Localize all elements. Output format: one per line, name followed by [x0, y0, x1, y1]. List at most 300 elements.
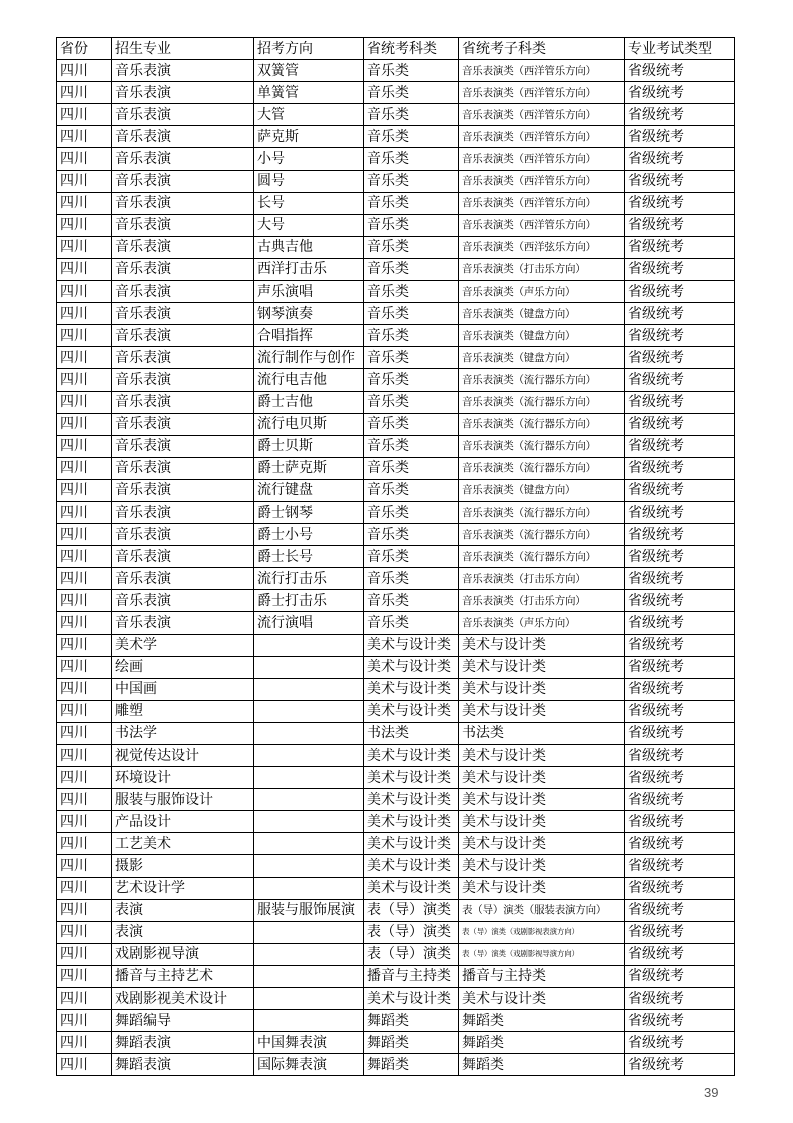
- cell-province: 四川: [57, 325, 112, 347]
- cell-subcategory: 美术与设计类: [459, 634, 625, 656]
- cell-exam-type: 省级统考: [625, 258, 735, 280]
- table-row: [57, 524, 735, 546]
- cell-major: 音乐表演: [112, 236, 254, 258]
- cell-exam-type: 省级统考: [625, 700, 735, 722]
- cell-direction: [254, 656, 364, 678]
- cell-major: 音乐表演: [112, 60, 254, 82]
- cell-subcategory: 美术与设计类: [459, 855, 625, 877]
- cell-major: 播音与主持艺术: [112, 965, 254, 987]
- cell-direction: 爵士吉他: [254, 391, 364, 413]
- table-row: [57, 965, 735, 987]
- cell-exam-type: 省级统考: [625, 590, 735, 612]
- cell-category: 美术与设计类: [364, 767, 459, 789]
- table-row: [57, 192, 735, 214]
- cell-province: 四川: [57, 170, 112, 192]
- table-row: [57, 568, 735, 590]
- cell-category: 音乐类: [364, 325, 459, 347]
- cell-major: 音乐表演: [112, 369, 254, 391]
- cell-exam-type: 省级统考: [625, 148, 735, 170]
- cell-subcategory: 音乐表演类（键盘方向）: [459, 325, 625, 347]
- cell-direction: 流行演唱: [254, 612, 364, 634]
- cell-exam-type: 省级统考: [625, 1032, 735, 1054]
- cell-major: 摄影: [112, 855, 254, 877]
- cell-province: 四川: [57, 921, 112, 943]
- cell-exam-type: 省级统考: [625, 391, 735, 413]
- cell-subcategory: 音乐表演类（流行器乐方向）: [459, 501, 625, 523]
- table-row: [57, 148, 735, 170]
- cell-exam-type: 省级统考: [625, 524, 735, 546]
- cell-category: 美术与设计类: [364, 833, 459, 855]
- cell-direction: [254, 1010, 364, 1032]
- admissions-table: [56, 37, 735, 1076]
- cell-exam-type: 省级统考: [625, 988, 735, 1010]
- cell-province: 四川: [57, 126, 112, 148]
- cell-major: 音乐表演: [112, 214, 254, 236]
- table-row: [57, 590, 735, 612]
- cell-province: 四川: [57, 413, 112, 435]
- cell-direction: 国际舞表演: [254, 1054, 364, 1076]
- cell-direction: 爵士萨克斯: [254, 457, 364, 479]
- cell-province: 四川: [57, 192, 112, 214]
- cell-exam-type: 省级统考: [625, 1010, 735, 1032]
- cell-category: 音乐类: [364, 391, 459, 413]
- cell-exam-type: 省级统考: [625, 612, 735, 634]
- cell-direction: [254, 943, 364, 965]
- page-number: 39: [704, 1085, 719, 1100]
- cell-direction: 流行键盘: [254, 479, 364, 501]
- cell-category: 音乐类: [364, 214, 459, 236]
- cell-exam-type: 省级统考: [625, 104, 735, 126]
- table-row: [57, 833, 735, 855]
- cell-exam-type: 省级统考: [625, 811, 735, 833]
- cell-category: 音乐类: [364, 126, 459, 148]
- cell-province: 四川: [57, 1054, 112, 1076]
- table-row: [57, 258, 735, 280]
- table-row: [57, 767, 735, 789]
- cell-exam-type: 省级统考: [625, 899, 735, 921]
- cell-subcategory: 舞蹈类: [459, 1032, 625, 1054]
- cell-direction: 古典吉他: [254, 236, 364, 258]
- cell-category: 美术与设计类: [364, 745, 459, 767]
- cell-exam-type: 省级统考: [625, 369, 735, 391]
- cell-province: 四川: [57, 656, 112, 678]
- cell-direction: [254, 722, 364, 744]
- table-row: [57, 899, 735, 921]
- cell-subcategory: 表（导）演类（戏剧影视导演方向）: [459, 943, 625, 965]
- table-row: [57, 1010, 735, 1032]
- cell-category: 音乐类: [364, 258, 459, 280]
- cell-exam-type: 省级统考: [625, 281, 735, 303]
- cell-major: 表演: [112, 921, 254, 943]
- cell-direction: 双簧管: [254, 60, 364, 82]
- cell-subcategory: 美术与设计类: [459, 833, 625, 855]
- table-row: [57, 236, 735, 258]
- cell-direction: [254, 789, 364, 811]
- table-row: [57, 921, 735, 943]
- cell-province: 四川: [57, 258, 112, 280]
- cell-exam-type: 省级统考: [625, 789, 735, 811]
- cell-subcategory: 音乐表演类（流行器乐方向）: [459, 391, 625, 413]
- table-row: [57, 745, 735, 767]
- table-body: [57, 60, 735, 1076]
- cell-category: 音乐类: [364, 192, 459, 214]
- table-row: [57, 281, 735, 303]
- cell-category: 播音与主持类: [364, 965, 459, 987]
- cell-category: 美术与设计类: [364, 789, 459, 811]
- cell-province: 四川: [57, 789, 112, 811]
- table-row: [57, 700, 735, 722]
- cell-province: 四川: [57, 612, 112, 634]
- cell-direction: 小号: [254, 148, 364, 170]
- cell-category: 美术与设计类: [364, 877, 459, 899]
- cell-exam-type: 省级统考: [625, 479, 735, 501]
- cell-direction: 爵士贝斯: [254, 435, 364, 457]
- cell-major: 戏剧影视导演: [112, 943, 254, 965]
- cell-subcategory: 音乐表演类（流行器乐方向）: [459, 457, 625, 479]
- cell-direction: 西洋打击乐: [254, 258, 364, 280]
- cell-major: 工艺美术: [112, 833, 254, 855]
- cell-subcategory: 音乐表演类（流行器乐方向）: [459, 369, 625, 391]
- cell-subcategory: 音乐表演类（西洋管乐方向）: [459, 60, 625, 82]
- cell-exam-type: 省级统考: [625, 325, 735, 347]
- cell-direction: 流行制作与创作: [254, 347, 364, 369]
- cell-direction: [254, 700, 364, 722]
- cell-exam-type: 省级统考: [625, 1054, 735, 1076]
- cell-major: 雕塑: [112, 700, 254, 722]
- table-row: [57, 722, 735, 744]
- table-row: [57, 479, 735, 501]
- cell-major: 音乐表演: [112, 192, 254, 214]
- cell-subcategory: 音乐表演类（西洋管乐方向）: [459, 148, 625, 170]
- cell-exam-type: 省级统考: [625, 921, 735, 943]
- cell-direction: 流行电贝斯: [254, 413, 364, 435]
- cell-province: 四川: [57, 634, 112, 656]
- table-row: [57, 678, 735, 700]
- cell-subcategory: 音乐表演类（西洋管乐方向）: [459, 126, 625, 148]
- cell-province: 四川: [57, 811, 112, 833]
- table-header-row: [57, 38, 735, 60]
- table-row: [57, 612, 735, 634]
- cell-subcategory: 美术与设计类: [459, 656, 625, 678]
- cell-direction: [254, 877, 364, 899]
- cell-province: 四川: [57, 965, 112, 987]
- cell-category: 表（导）演类: [364, 943, 459, 965]
- cell-subcategory: 音乐表演类（西洋管乐方向）: [459, 170, 625, 192]
- cell-major: 音乐表演: [112, 524, 254, 546]
- cell-category: 美术与设计类: [364, 656, 459, 678]
- cell-major: 音乐表演: [112, 391, 254, 413]
- cell-category: 音乐类: [364, 479, 459, 501]
- cell-subcategory: 音乐表演类（打击乐方向）: [459, 258, 625, 280]
- table-row: [57, 435, 735, 457]
- cell-exam-type: 省级统考: [625, 303, 735, 325]
- cell-direction: 爵士小号: [254, 524, 364, 546]
- cell-province: 四川: [57, 568, 112, 590]
- cell-major: 戏剧影视美术设计: [112, 988, 254, 1010]
- table-row: [57, 457, 735, 479]
- cell-major: 音乐表演: [112, 479, 254, 501]
- cell-category: 音乐类: [364, 347, 459, 369]
- table-row: [57, 369, 735, 391]
- cell-category: 音乐类: [364, 568, 459, 590]
- cell-category: 表（导）演类: [364, 921, 459, 943]
- cell-category: 音乐类: [364, 612, 459, 634]
- header-category: 省统考科类: [364, 38, 459, 60]
- cell-exam-type: 省级统考: [625, 877, 735, 899]
- cell-subcategory: 表（导）演类（服装表演方向）: [459, 899, 625, 921]
- cell-major: 书法学: [112, 722, 254, 744]
- cell-category: 音乐类: [364, 82, 459, 104]
- cell-direction: 流行电吉他: [254, 369, 364, 391]
- cell-major: 艺术设计学: [112, 877, 254, 899]
- cell-direction: 流行打击乐: [254, 568, 364, 590]
- cell-major: 音乐表演: [112, 546, 254, 568]
- cell-subcategory: 美术与设计类: [459, 877, 625, 899]
- cell-category: 舞蹈类: [364, 1010, 459, 1032]
- cell-subcategory: 音乐表演类（打击乐方向）: [459, 568, 625, 590]
- cell-province: 四川: [57, 546, 112, 568]
- cell-exam-type: 省级统考: [625, 678, 735, 700]
- cell-subcategory: 音乐表演类（西洋管乐方向）: [459, 214, 625, 236]
- cell-exam-type: 省级统考: [625, 192, 735, 214]
- header-exam-type: 专业考试类型: [625, 38, 735, 60]
- cell-exam-type: 省级统考: [625, 767, 735, 789]
- cell-category: 音乐类: [364, 501, 459, 523]
- cell-major: 音乐表演: [112, 303, 254, 325]
- cell-subcategory: 音乐表演类（西洋弦乐方向）: [459, 236, 625, 258]
- cell-major: 环境设计: [112, 767, 254, 789]
- cell-direction: [254, 833, 364, 855]
- cell-major: 音乐表演: [112, 148, 254, 170]
- cell-major: 音乐表演: [112, 82, 254, 104]
- cell-direction: [254, 745, 364, 767]
- table-row: [57, 60, 735, 82]
- cell-province: 四川: [57, 148, 112, 170]
- cell-major: 音乐表演: [112, 568, 254, 590]
- cell-direction: 中国舞表演: [254, 1032, 364, 1054]
- cell-major: 音乐表演: [112, 126, 254, 148]
- cell-category: 舞蹈类: [364, 1054, 459, 1076]
- cell-province: 四川: [57, 82, 112, 104]
- table-row: [57, 789, 735, 811]
- table-row: [57, 303, 735, 325]
- cell-subcategory: 音乐表演类（键盘方向）: [459, 347, 625, 369]
- cell-category: 音乐类: [364, 148, 459, 170]
- cell-province: 四川: [57, 457, 112, 479]
- cell-major: 产品设计: [112, 811, 254, 833]
- cell-province: 四川: [57, 214, 112, 236]
- cell-category: 音乐类: [364, 369, 459, 391]
- cell-province: 四川: [57, 501, 112, 523]
- cell-exam-type: 省级统考: [625, 413, 735, 435]
- cell-direction: 服装与服饰展演: [254, 899, 364, 921]
- cell-exam-type: 省级统考: [625, 457, 735, 479]
- cell-subcategory: 音乐表演类（键盘方向）: [459, 479, 625, 501]
- cell-category: 舞蹈类: [364, 1032, 459, 1054]
- cell-direction: 爵士钢琴: [254, 501, 364, 523]
- cell-exam-type: 省级统考: [625, 722, 735, 744]
- cell-category: 音乐类: [364, 435, 459, 457]
- cell-direction: [254, 921, 364, 943]
- cell-exam-type: 省级统考: [625, 501, 735, 523]
- cell-exam-type: 省级统考: [625, 435, 735, 457]
- cell-subcategory: 舞蹈类: [459, 1054, 625, 1076]
- table-row: [57, 943, 735, 965]
- cell-exam-type: 省级统考: [625, 236, 735, 258]
- cell-major: 舞蹈表演: [112, 1032, 254, 1054]
- table-row: [57, 811, 735, 833]
- table-row: [57, 546, 735, 568]
- cell-subcategory: 舞蹈类: [459, 1010, 625, 1032]
- cell-province: 四川: [57, 60, 112, 82]
- cell-subcategory: 美术与设计类: [459, 789, 625, 811]
- cell-category: 美术与设计类: [364, 700, 459, 722]
- cell-major: 音乐表演: [112, 347, 254, 369]
- cell-major: 舞蹈编导: [112, 1010, 254, 1032]
- table-row: [57, 347, 735, 369]
- cell-province: 四川: [57, 700, 112, 722]
- table-row: [57, 104, 735, 126]
- cell-major: 音乐表演: [112, 501, 254, 523]
- cell-subcategory: 音乐表演类（流行器乐方向）: [459, 413, 625, 435]
- cell-province: 四川: [57, 281, 112, 303]
- cell-subcategory: 音乐表演类（声乐方向）: [459, 281, 625, 303]
- cell-exam-type: 省级统考: [625, 170, 735, 192]
- cell-exam-type: 省级统考: [625, 60, 735, 82]
- cell-major: 音乐表演: [112, 435, 254, 457]
- cell-major: 音乐表演: [112, 612, 254, 634]
- cell-exam-type: 省级统考: [625, 546, 735, 568]
- cell-category: 音乐类: [364, 104, 459, 126]
- cell-direction: 声乐演唱: [254, 281, 364, 303]
- cell-direction: 长号: [254, 192, 364, 214]
- cell-category: 美术与设计类: [364, 678, 459, 700]
- header-direction: 招考方向: [254, 38, 364, 60]
- cell-subcategory: 音乐表演类（西洋管乐方向）: [459, 104, 625, 126]
- cell-category: 美术与设计类: [364, 855, 459, 877]
- cell-direction: [254, 855, 364, 877]
- cell-subcategory: 美术与设计类: [459, 988, 625, 1010]
- cell-direction: [254, 767, 364, 789]
- cell-direction: [254, 634, 364, 656]
- cell-direction: 爵士长号: [254, 546, 364, 568]
- cell-category: 音乐类: [364, 457, 459, 479]
- cell-direction: 大管: [254, 104, 364, 126]
- cell-subcategory: 音乐表演类（流行器乐方向）: [459, 546, 625, 568]
- cell-subcategory: 书法类: [459, 722, 625, 744]
- cell-major: 表演: [112, 899, 254, 921]
- cell-subcategory: 美术与设计类: [459, 678, 625, 700]
- cell-subcategory: 音乐表演类（键盘方向）: [459, 303, 625, 325]
- cell-province: 四川: [57, 877, 112, 899]
- cell-exam-type: 省级统考: [625, 965, 735, 987]
- cell-exam-type: 省级统考: [625, 745, 735, 767]
- cell-province: 四川: [57, 435, 112, 457]
- cell-province: 四川: [57, 369, 112, 391]
- cell-province: 四川: [57, 988, 112, 1010]
- cell-major: 音乐表演: [112, 457, 254, 479]
- table-row: [57, 656, 735, 678]
- cell-direction: [254, 811, 364, 833]
- cell-subcategory: 表（导）演类（戏剧影视表演方向）: [459, 921, 625, 943]
- cell-province: 四川: [57, 303, 112, 325]
- cell-category: 音乐类: [364, 524, 459, 546]
- cell-category: 表（导）演类: [364, 899, 459, 921]
- header-subcategory: 省统考子科类: [459, 38, 625, 60]
- cell-category: 美术与设计类: [364, 634, 459, 656]
- cell-direction: [254, 988, 364, 1010]
- table-row: [57, 325, 735, 347]
- cell-province: 四川: [57, 479, 112, 501]
- cell-major: 舞蹈表演: [112, 1054, 254, 1076]
- table-row: [57, 413, 735, 435]
- table-row: [57, 988, 735, 1010]
- cell-major: 音乐表演: [112, 170, 254, 192]
- table-row: [57, 170, 735, 192]
- cell-direction: 钢琴演奏: [254, 303, 364, 325]
- cell-province: 四川: [57, 347, 112, 369]
- cell-category: 音乐类: [364, 303, 459, 325]
- cell-category: 书法类: [364, 722, 459, 744]
- cell-direction: 大号: [254, 214, 364, 236]
- cell-exam-type: 省级统考: [625, 214, 735, 236]
- cell-province: 四川: [57, 104, 112, 126]
- cell-exam-type: 省级统考: [625, 656, 735, 678]
- cell-category: 音乐类: [364, 590, 459, 612]
- table-row: [57, 1032, 735, 1054]
- cell-province: 四川: [57, 391, 112, 413]
- cell-province: 四川: [57, 899, 112, 921]
- table-row: [57, 82, 735, 104]
- cell-exam-type: 省级统考: [625, 855, 735, 877]
- cell-category: 音乐类: [364, 170, 459, 192]
- cell-subcategory: 美术与设计类: [459, 811, 625, 833]
- cell-category: 美术与设计类: [364, 988, 459, 1010]
- cell-major: 视觉传达设计: [112, 745, 254, 767]
- cell-exam-type: 省级统考: [625, 126, 735, 148]
- cell-subcategory: 音乐表演类（西洋管乐方向）: [459, 192, 625, 214]
- cell-category: 音乐类: [364, 413, 459, 435]
- cell-major: 音乐表演: [112, 258, 254, 280]
- cell-major: 音乐表演: [112, 325, 254, 347]
- cell-subcategory: 美术与设计类: [459, 767, 625, 789]
- cell-major: 美术学: [112, 634, 254, 656]
- cell-category: 美术与设计类: [364, 811, 459, 833]
- table-row: [57, 126, 735, 148]
- cell-direction: 爵士打击乐: [254, 590, 364, 612]
- cell-province: 四川: [57, 943, 112, 965]
- cell-province: 四川: [57, 590, 112, 612]
- cell-province: 四川: [57, 678, 112, 700]
- cell-direction: 圆号: [254, 170, 364, 192]
- cell-subcategory: 美术与设计类: [459, 700, 625, 722]
- cell-major: 绘画: [112, 656, 254, 678]
- cell-major: 服装与服饰设计: [112, 789, 254, 811]
- cell-major: 音乐表演: [112, 590, 254, 612]
- header-province: 省份: [57, 38, 112, 60]
- table-row: [57, 214, 735, 236]
- cell-subcategory: 音乐表演类（打击乐方向）: [459, 590, 625, 612]
- cell-category: 音乐类: [364, 281, 459, 303]
- cell-subcategory: 音乐表演类（西洋管乐方向）: [459, 82, 625, 104]
- cell-province: 四川: [57, 236, 112, 258]
- table-row: [57, 855, 735, 877]
- cell-province: 四川: [57, 722, 112, 744]
- cell-direction: [254, 965, 364, 987]
- cell-province: 四川: [57, 833, 112, 855]
- cell-exam-type: 省级统考: [625, 82, 735, 104]
- cell-subcategory: 音乐表演类（流行器乐方向）: [459, 435, 625, 457]
